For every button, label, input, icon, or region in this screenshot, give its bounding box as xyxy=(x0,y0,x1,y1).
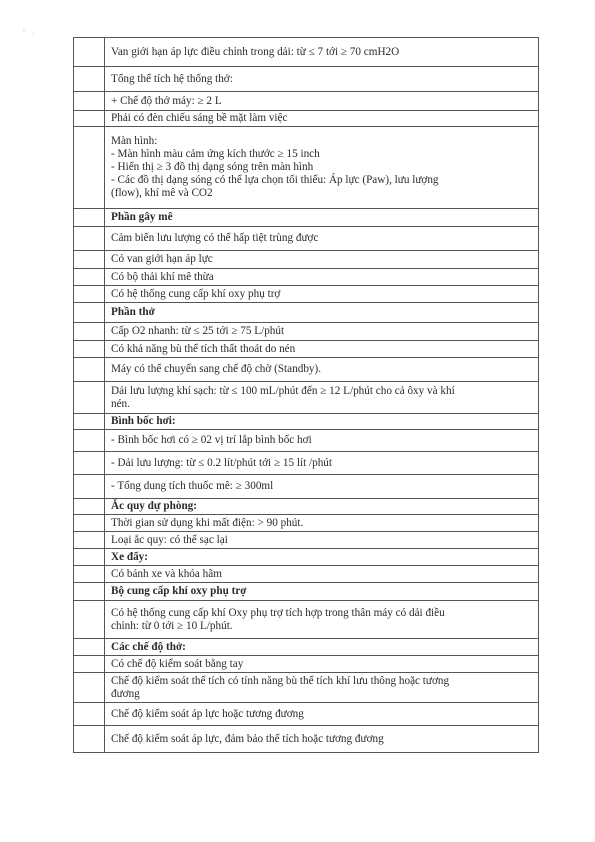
index-cell xyxy=(74,303,105,323)
spec-text: Thời gian sử dụng khi mất điện: > 90 phút. xyxy=(111,516,304,529)
spec-text: Chế độ kiểm soát áp lực, đảm bảo thể tích hoặc tương đương xyxy=(111,732,384,745)
spec-text: Máy có thể chuyển sang chế độ chờ (Standby). xyxy=(111,363,322,375)
index-cell xyxy=(74,566,105,583)
spec-cell xyxy=(105,111,539,127)
index-cell xyxy=(74,209,105,227)
index-cell xyxy=(74,323,105,341)
specification-table xyxy=(73,37,539,753)
index-cell xyxy=(74,430,105,452)
spec-text: Có chế độ kiểm soát bằng tay xyxy=(111,657,244,670)
table-row xyxy=(74,269,539,286)
section-heading: Phần thở xyxy=(111,306,155,318)
index-cell xyxy=(74,475,105,499)
spec-text: Có bánh xe và khóa hãm xyxy=(111,567,222,580)
spec-text: Có bộ thải khí mê thừa xyxy=(111,270,214,283)
spec-cell xyxy=(105,67,539,92)
spec-text: đương xyxy=(111,687,140,700)
spec-text: + Chế độ thở máy: ≥ 2 L xyxy=(111,94,222,107)
section-heading-cell xyxy=(105,303,539,323)
index-cell xyxy=(74,726,105,753)
table-row xyxy=(74,382,539,414)
table-row xyxy=(74,726,539,753)
table-row xyxy=(74,703,539,726)
table-row xyxy=(74,127,539,209)
spec-text: Có hệ thống cung cấp khí Oxy phụ trợ tích hợp trong thân máy có dải điều xyxy=(111,606,445,619)
section-heading-cell xyxy=(105,209,539,227)
index-cell xyxy=(74,286,105,303)
index-cell xyxy=(74,532,105,549)
spec-cell xyxy=(105,515,539,532)
index-cell xyxy=(74,38,105,67)
spec-text: Có van giới hạn áp lực xyxy=(111,253,213,265)
spec-text: Phải có đèn chiếu sáng bề mặt làm việc xyxy=(111,112,288,124)
spec-text: Có hệ thống cung cấp khí oxy phụ trợ xyxy=(111,287,281,300)
table-row xyxy=(74,251,539,269)
index-cell xyxy=(74,382,105,414)
spec-text: - Tổng dung tích thuốc mê: ≥ 300ml xyxy=(111,480,274,492)
section-heading: Xe đẩy: xyxy=(111,550,148,563)
section-heading: Bình bốc hơi: xyxy=(111,415,176,427)
scan-speck-icon xyxy=(22,28,36,36)
index-cell xyxy=(74,92,105,111)
table-row xyxy=(74,515,539,532)
spec-cell xyxy=(105,127,539,209)
section-heading: Bộ cung cấp khí oxy phụ trợ xyxy=(111,585,247,597)
section-heading-cell xyxy=(105,549,539,566)
spec-text: Chế độ kiểm soát áp lực hoặc tương đương xyxy=(111,707,304,720)
spec-text: Van giới hạn áp lực điều chỉnh trong dải: từ ≤ 7 tới ≥ 70 cmH2O xyxy=(111,45,400,58)
spec-cell xyxy=(105,269,539,286)
table-row xyxy=(74,111,539,127)
index-cell xyxy=(74,358,105,382)
spec-cell xyxy=(105,38,539,67)
section-heading: Phần gây mê xyxy=(111,211,173,223)
index-cell xyxy=(74,67,105,92)
section-heading-cell xyxy=(105,639,539,656)
table-row xyxy=(74,286,539,303)
section-heading-cell xyxy=(105,583,539,601)
index-cell xyxy=(74,499,105,515)
spec-text: - Bình bốc hơi có ≥ 02 vị trí lắp bình bốc hơi xyxy=(111,434,312,446)
section-heading-row xyxy=(74,209,539,227)
index-cell xyxy=(74,127,105,209)
index-cell xyxy=(74,111,105,127)
index-cell xyxy=(74,656,105,673)
table-row xyxy=(74,673,539,703)
index-cell xyxy=(74,601,105,639)
table-row xyxy=(74,430,539,452)
spec-cell xyxy=(105,673,539,703)
spec-text: - Dải lưu lượng: từ ≤ 0.2 lít/phút tới ≥ 15 lít /phút xyxy=(111,456,332,469)
table-row xyxy=(74,601,539,639)
spec-cell xyxy=(105,227,539,251)
section-heading-row xyxy=(74,583,539,601)
table-row xyxy=(74,341,539,358)
spec-text: Chế độ kiểm soát thể tích có tính năng bù thể tích khí lưu thông hoặc tương xyxy=(111,674,450,687)
table-row xyxy=(74,92,539,111)
section-heading-row xyxy=(74,639,539,656)
spec-cell xyxy=(105,566,539,583)
section-heading: Các chế độ thở: xyxy=(111,640,186,653)
table-row xyxy=(74,227,539,251)
index-cell xyxy=(74,583,105,601)
spec-cell xyxy=(105,656,539,673)
index-cell xyxy=(74,251,105,269)
index-cell xyxy=(74,227,105,251)
spec-cell xyxy=(105,430,539,452)
spec-cell xyxy=(105,382,539,414)
index-cell xyxy=(74,341,105,358)
table-row xyxy=(74,475,539,499)
spec-text: nén. xyxy=(111,397,130,410)
section-heading-row xyxy=(74,303,539,323)
index-cell xyxy=(74,515,105,532)
spec-text: Tổng thể tích hệ thống thở: xyxy=(111,72,233,85)
spec-text: Cấp O2 nhanh: từ ≤ 25 tới ≥ 75 L/phút xyxy=(111,325,285,337)
spec-cell xyxy=(105,323,539,341)
spec-text: Cảm biến lưu lượng có thể hấp tiệt trùng được xyxy=(111,232,319,244)
spec-cell xyxy=(105,358,539,382)
table-row xyxy=(74,452,539,475)
spec-cell xyxy=(105,601,539,639)
spec-text: Có khả năng bù thể tích thất thoát do nén xyxy=(111,342,296,355)
index-cell xyxy=(74,452,105,475)
index-cell xyxy=(74,639,105,656)
index-cell xyxy=(74,549,105,566)
spec-cell xyxy=(105,532,539,549)
table-row xyxy=(74,532,539,549)
spec-cell xyxy=(105,475,539,499)
index-cell xyxy=(74,703,105,726)
section-heading-cell xyxy=(105,499,539,515)
spec-cell xyxy=(105,452,539,475)
table-row xyxy=(74,323,539,341)
section-heading-row xyxy=(74,414,539,430)
table-row xyxy=(74,358,539,382)
spec-cell xyxy=(105,286,539,303)
section-heading-row xyxy=(74,549,539,566)
spec-cell xyxy=(105,703,539,726)
spec-text: - Các đồ thị dạng sóng có thể lựa chọn tối thiểu: Áp lực (Paw), lưu lượng xyxy=(111,174,439,186)
spec-text: - Màn hình màu cảm ứng kích thước ≥ 15 inch xyxy=(111,148,320,160)
spec-cell xyxy=(105,251,539,269)
index-cell xyxy=(74,414,105,430)
spec-text: (flow), khí mê và CO2 xyxy=(111,187,213,199)
index-cell xyxy=(74,269,105,286)
spec-text: - Hiển thị ≥ 3 đồ thị dạng sóng trên màn hình xyxy=(111,161,314,173)
table-row xyxy=(74,38,539,67)
spec-cell xyxy=(105,341,539,358)
spec-cell xyxy=(105,92,539,111)
spec-text: Loại ắc quy: có thể sạc lại xyxy=(111,533,228,546)
index-cell xyxy=(74,673,105,703)
section-heading: Ắc quy dự phòng: xyxy=(111,500,197,512)
section-heading-row xyxy=(74,499,539,515)
spec-text: chỉnh: từ 0 tới ≥ 10 L/phút. xyxy=(111,619,233,632)
section-heading-cell xyxy=(105,414,539,430)
table-row xyxy=(74,566,539,583)
table-row xyxy=(74,67,539,92)
spec-text: Màn hình: xyxy=(111,135,158,147)
spec-cell xyxy=(105,726,539,753)
spec-text: Dải lưu lượng khí sạch: từ ≤ 100 mL/phút đến ≥ 12 L/phút cho cả ôxy và khí xyxy=(111,384,455,397)
table-row xyxy=(74,656,539,673)
